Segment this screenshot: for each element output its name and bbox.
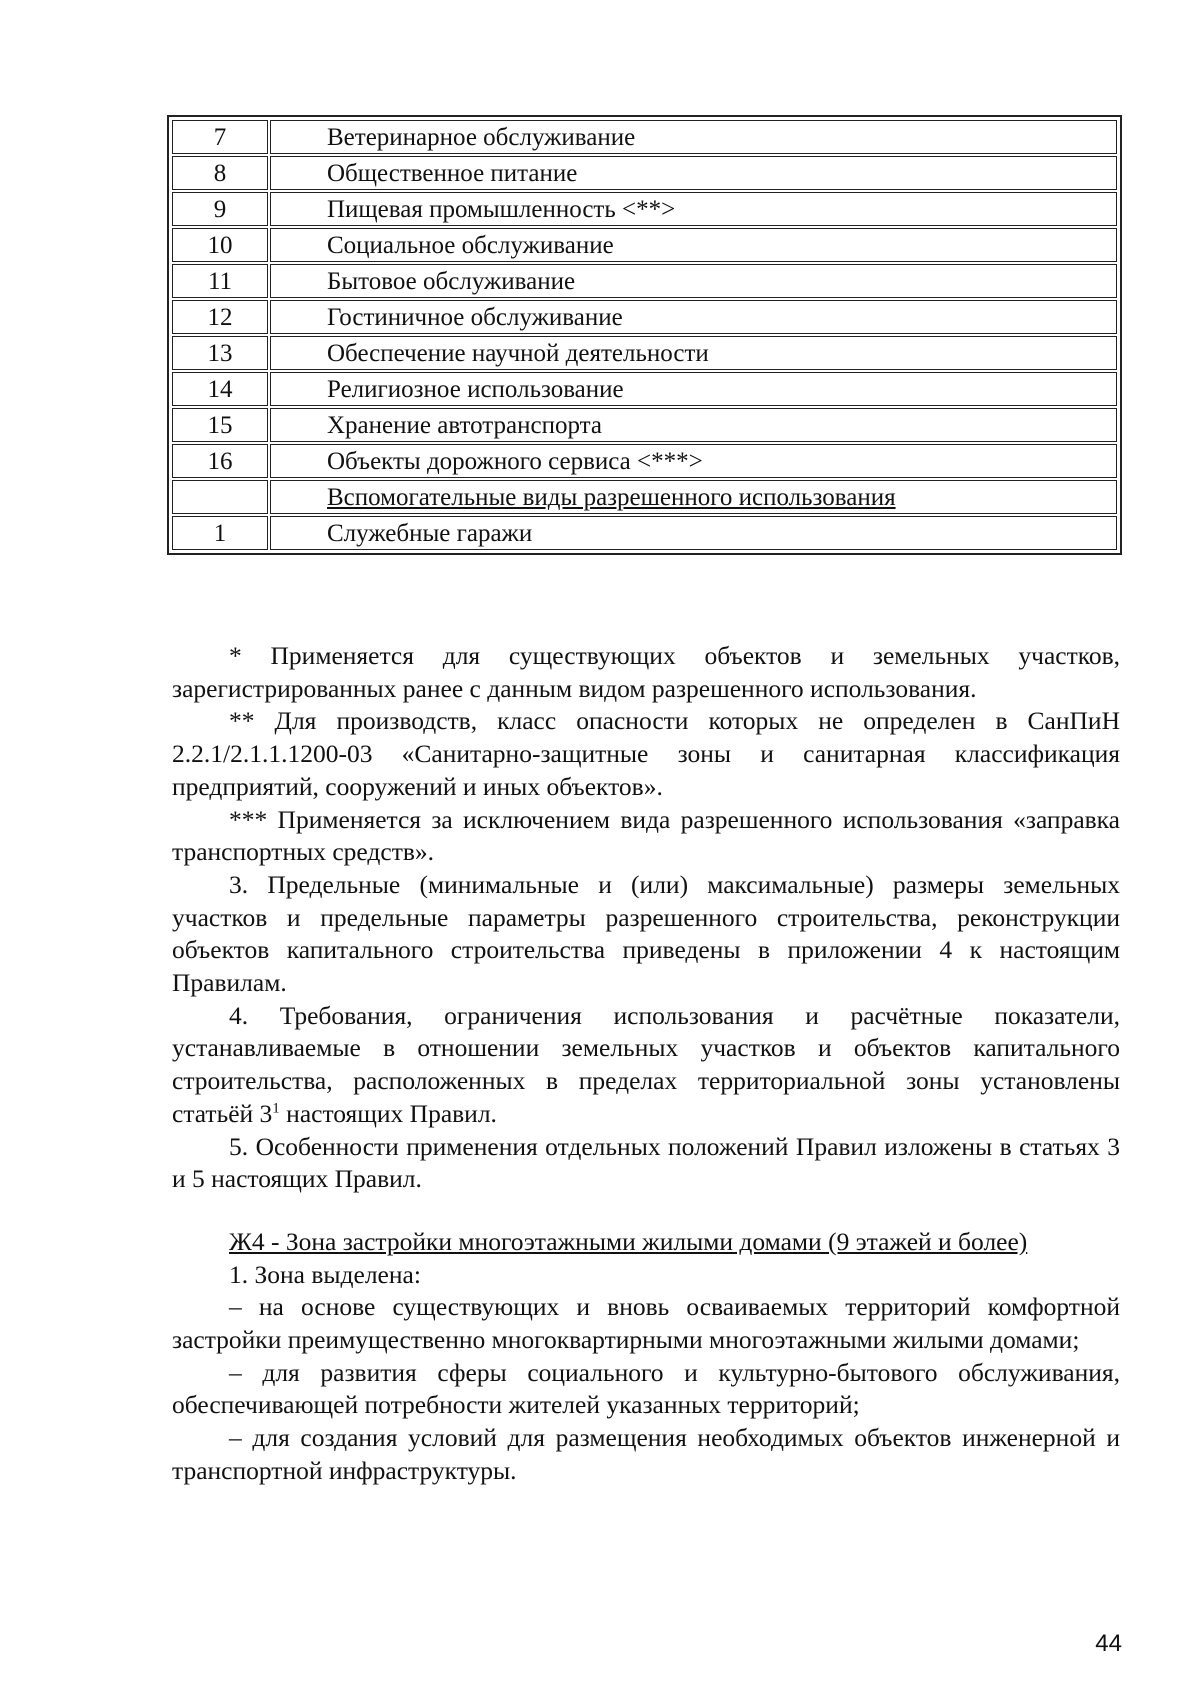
- row-number: 16: [172, 444, 268, 478]
- table-row: [172, 516, 1117, 550]
- row-name: Обеспечение научной деятельности: [270, 336, 1117, 370]
- paragraph-3: 3. Предельные (минимальные и (или) максимальные) размеры земельных участков и предельные параметры разрешенного строительства, реконструкции объектов капитального строительства приведены в приложении 4 к настоящим Правилам.: [172, 869, 1120, 998]
- page-number: 44: [1095, 1630, 1122, 1657]
- row-number: 14: [172, 372, 268, 406]
- row-number: 7: [172, 120, 268, 154]
- zone-item: – на основе существующих и вновь осваиваемых территорий комфортной застройки преимущественно многоквартирными многоэтажными жилыми домами;: [172, 1292, 1120, 1355]
- row-number: 13: [172, 336, 268, 370]
- row-number: 11: [172, 264, 268, 298]
- row-name: Пищевая промышленность <**>: [270, 192, 1117, 226]
- row-number: 10: [172, 228, 268, 262]
- zone-heading: Ж4 - Зона застройки многоэтажными жилыми домами (9 этажей и более): [229, 1226, 1028, 1256]
- row-name: Религиозное использование: [270, 372, 1117, 406]
- table-row: [172, 120, 1117, 154]
- row-name: Гостиничное обслуживание: [270, 300, 1117, 334]
- row-number: 12: [172, 300, 268, 334]
- paragraph-5: 5. Особенности применения отдельных положений Правил изложены в статьях 3 и 5 настоящих Правил.: [172, 1131, 1120, 1194]
- paragraph-4-main: 4. Требования, ограничения использования и расчётные показатели, устанавливаемые в отношении земельных участков и объектов капитального строительства, расположенных в пределах территориальной зоны установлены статьёй 3: [172, 1000, 1120, 1128]
- footnote-3: *** Применяется за исключением вида разрешенного использования «заправка транспортных средств».: [172, 804, 1120, 867]
- table-row: [172, 264, 1117, 298]
- land-use-table: [167, 115, 1122, 555]
- row-name: Хранение автотранспорта: [270, 408, 1117, 442]
- table-row: [172, 300, 1117, 334]
- row-name: Бытовое обслуживание: [270, 264, 1117, 298]
- table-row: [172, 336, 1117, 370]
- footnote-2: ** Для производств, класс опасности которых не определен в СанПиН 2.2.1/2.1.1.1200-03 «Санитарно-защитные зоны и санитарная классификация предприятий, сооружений и иных объектов».: [172, 706, 1120, 801]
- row-number: 9: [172, 192, 268, 226]
- spacer: [172, 1196, 1120, 1226]
- table-row: [172, 156, 1117, 190]
- table-row: [172, 408, 1117, 442]
- zone-intro: 1. Зона выделена:: [229, 1259, 421, 1289]
- row-number: 1: [172, 516, 268, 550]
- row-name: Ветеринарное обслуживание: [270, 120, 1117, 154]
- row-name: Социальное обслуживание: [270, 228, 1117, 262]
- table-row: [172, 444, 1117, 478]
- superscript-mark: 1: [272, 1100, 280, 1117]
- row-name: Служебные гаражи: [270, 516, 1117, 550]
- paragraph-4-tail: настоящих Правил.: [279, 1098, 497, 1128]
- table-section-row: [172, 480, 1117, 514]
- row-number: 15: [172, 408, 268, 442]
- zone-item: – для развития сферы социального и культурно-бытового обслуживания, обеспечивающей потребности жителей указанных территорий;: [172, 1357, 1120, 1420]
- row-name: Общественное питание: [270, 156, 1117, 190]
- table-row: [172, 372, 1117, 406]
- row-name: Объекты дорожного сервиса <***>: [270, 444, 1117, 478]
- row-number-empty: [172, 480, 268, 514]
- zone-item: – для создания условий для размещения необходимых объектов инженерной и транспортной инфраструктуры.: [172, 1423, 1120, 1485]
- table-row: [172, 228, 1117, 262]
- aux-section-header: Вспомогательные виды разрешенного использования: [270, 480, 1117, 514]
- table-row: [172, 192, 1117, 226]
- footnote-1: * Применяется для существующих объектов и земельных участков, зарегистрированных ранее с данным видом разрешенного использования.: [172, 641, 1120, 703]
- row-number: 8: [172, 156, 268, 190]
- paragraph-4: [172, 1000, 1120, 1131]
- notes-and-paragraphs: [172, 640, 1120, 1488]
